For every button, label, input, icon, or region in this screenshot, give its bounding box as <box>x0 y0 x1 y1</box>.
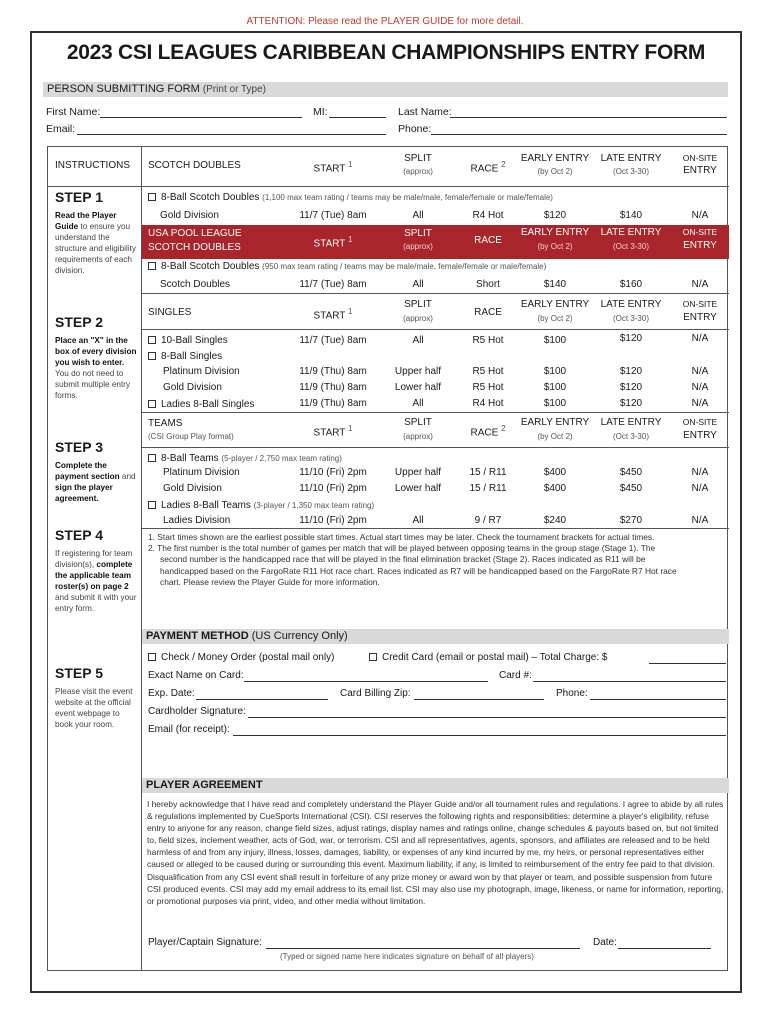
checkbox[interactable] <box>148 501 156 509</box>
onsite-header: ON-SITE <box>682 153 718 163</box>
scotch-gold-name: Gold Division <box>160 210 219 221</box>
captain-signature-field[interactable] <box>266 948 580 949</box>
entry-table: INSTRUCTIONS STEP 1 Read the Player Guide to ensure you understand the structure and eligibility requirements of each division. STEP 2 Place an "X" in the box of every division you wish to enter. You do not need to submit multiple entry forms. STEP 3 Complete the payment section and sign the player agreement. STEP 4 If registering for team division(s), complete the applicable team roster(s) on page 2 and submit it with your entry form. STEP 5 Please visit the event website at the official event webpage to book your room. SCOTCH DOUBLES START $^1$ SPLIT (approx) RACE $^2$ EARLY ENTRY (by Oct 2) LATE ENTRY (Oct 3-30) ON-SITE ENTRY 8-Ball Scotch Doubles (1,100 max team rating / teams may be male/male, female/female or male/female) Gold Division 11/7 (Tue) 8am All R4 Hot $120 $140 N/A USA POOL LEAGUE SCOTCH DOUBLES START $^1$ SPLIT (approx) RACE EARLY ENTRY (by Oct 2) LATE ENTRY (Oct 3-30) ON-SITE ENTRY 8-Ball Scotch Doubles (950 max team rating / teams may be male/male, female/female or male/female) Scotch Doubles 11/7 (Tue) 8am All Short $140 $160 N/A SINGLES START $^1$ SPLIT (approx) RACE EARLY ENTRY (by Oct 2) LATE ENTRY (Oct 3-30) ON-SITE ENTRY 10-Ball Singles 11/7 (Tue) 8am All R5 Hot $100 $120 N/A 8-Ball Singles Platinum Division 11/9 (Thu) 8am Upper half R5 Hot $100 $120 N/A Gold Division 11/9 (Thu) 8am Lower half R5 Hot $100 $120 N/A Ladies 8-Ball Singles 11/9 (Thu) 8am All R4 Hot $100 $120 N/A TEAMS (CSI Group Play format) START $^1$ SPLIT (approx) RACE $^2$ EARLY ENTRY (by Oct 2) LATE ENTRY (Oct 3-30) ON-SITE ENTRY 8-Ball Teams (5-player / 2,750 max team rating) Platinum Division 11/10 (Fri) 2pm Upper half 15 / R11 $400 $450 N/A Gold Division 11/10 (Fri) 2pm Lower half 15 / R11 $400 $450 N/A Ladies 8-Ball Teams (3-player / 1,350 max team rating) Ladies Division 11/10 (Fri) 2pm All 9 / R7 $240 $270 N/A 1. Start times shown are the earliest possible start times. Actual start times may be later. Check the tournament brackets for actual times. 2. The first number is the total number of games per match that will be played between opposing teams in the group stage (Stage 1). The second number is the handicapped race that will be played in the final elimination bracket (Stage 2). Races indicated as R11 will be handicapped based on the FargoRate R11 Hot race chart. Races indicated as R7 will be handicapped based on the FargoRate R7 Hot race chart. Please review the Player Guide for more information. PAYMENT METHOD (US Currency Only) Check / Money Order (postal mail only) Credit Card (email or postal mail) – Total Charge: $ Exact Name on Card: Card #: Exp. Date: Card Billing Zip: Phone: Cardholder Signature: Email (for receipt): PLAYER AGREEMENT I hereby acknowledge that I have read and completely understand the Player Guide and/or all tournament rules and regulations. I agree to abide by all rules & regulations implemented by CueSports International (CSI). CSI reserves the following rights and responsibilities: determine a player's eligibility, refuse entry to anyone for any reason, change field sizes, adjust ratings, display names and ratings online, change schedules & payouts based on, but not limited to, field sizes, inclement weather, acts of God, war, or terrorism. CSI and all representatives, agents, sponsors, and affiliates are released and to be held harmless of and from any injury, illness, losses, damages, liability, or expenses of any kind incurred by me, my heirs, or personal representatives either caused or alleged to be caused during or surrounding this event. Maximum liability, if any, is limited to reimbursement of the entry fee paid to that division. Disqualification from any CSI event shall result in forfeiture of any prize money or award won by that player or team, and possible suspension from future CSI produced events. CSI may add my email address to its email list. CSI may also use my photograph, image, likeness, or name for information, reporting, or promotional purposes via print, video, and other media without limitation. Player/Captain Signature: Date: (Typed or signed name here indicates signature on behalf of all players) <box>47 146 728 971</box>
submitter-heading: PERSON SUBMITTING FORM (Print or Type) <box>43 82 728 97</box>
checkbox[interactable] <box>148 454 156 462</box>
instructions-header: INSTRUCTIONS <box>48 147 141 187</box>
first-name-label: First Name: <box>46 106 101 118</box>
step-2-text: Place an "X" in the box of every division you wish to enter. You do not need to submit multiple entry forms. <box>55 336 137 400</box>
checkbox[interactable] <box>148 193 156 201</box>
email-label: Email: <box>46 123 76 135</box>
start-header: START $^1$ <box>313 160 353 175</box>
singles-header: SINGLES <box>148 307 192 318</box>
player-guide-link[interactable]: PLAYER GUIDE <box>380 16 454 27</box>
usa-pool-league-banner: USA POOL LEAGUE SCOTCH DOUBLES START $^1$ SPLIT (approx) RACE EARLY ENTRY (by Oct 2) LATE ENTRY (Oct 3-30) ON-SITE ENTRY <box>142 225 729 259</box>
form-frame <box>30 31 742 993</box>
total-charge-field[interactable] <box>649 663 726 664</box>
agreement-text: I hereby acknowledge that I have read and completely understand the Player Guide and/or all tournament rules and regulations. I agree to abide by all rules & regulations implemented by CueSports International (CSI). CSI reserves the following rights and responsibilities: determine a player's eligibility, refuse entry to anyone for any reason, change field sizes, adjust ratings, display names and ratings online, change schedules & payouts based on, but not limited to, field sizes, inclement weather, acts of God, war, or terrorism. CSI and all representatives, agents, sponsors, and affiliates are released and to be held harmless of and from any injury, illness, losses, damages, liability, or expenses of any kind incurred by me, my heirs, or personal representatives either caused or alleged to be caused during or surrounding this event. Maximum liability, if any, is limited to reimbursement of the entry fee paid to that division. Disqualification from any CSI event shall result in forfeiture of any prize money or award won by that player or team, and possible suspension from future CSI produced events. CSI may add my email address to its email list. CSI may also use my photograph, image, likeness, or name for information, reporting, or promotional purposes via print, video, and other media without limitation. <box>147 799 724 906</box>
receipt-email-field[interactable] <box>233 735 726 736</box>
card-number-field[interactable] <box>533 681 726 682</box>
singles-10ball-option[interactable]: 10-Ball Singles <box>148 335 228 346</box>
scotch-8ball-950-option[interactable]: 8-Ball Scotch Doubles (950 max team rating / teams may be male/male, female/female or male/female) <box>148 261 546 272</box>
step-1-text: Read the Player Guide to ensure you understand the structure and eligibility requirements of each division. <box>55 211 137 275</box>
first-name-field[interactable] <box>100 117 302 118</box>
scotch-doubles-header: SCOTCH DOUBLES <box>148 160 241 171</box>
footnotes: 1. Start times shown are the earliest possible start times. Actual start times may be later. Check the tournament brackets for actual times. 2. The first number is the total number of games per match that will be played between opposing teams in the group stage (Stage 1). The second number is the handicapped race that will be played in the final elimination bracket (Stage 2). Races indicated as R11 will be handicapped based on the FargoRate R11 Hot race chart. Races indicated as R7 will be handicapped based on the FargoRate R7 Hot race chart. Please review the Player Guide for more information. <box>148 532 677 587</box>
step-3-text: Complete the payment section and sign the player agreement. <box>55 461 136 503</box>
cardholder-signature-field[interactable] <box>248 717 726 718</box>
teams-ladies-option[interactable]: Ladies 8-Ball Teams (3-player / 1,350 max team rating) <box>148 500 374 511</box>
email-field[interactable] <box>77 134 386 135</box>
race-header: RACE $^2$ <box>470 160 506 175</box>
teams-header: TEAMS <box>148 418 183 429</box>
scotch-sd-name: Scotch Doubles <box>160 279 231 290</box>
page-title: 2023 CSI LEAGUES CARIBBEAN CHAMPIONSHIPS ENTRY FORM <box>66 41 706 64</box>
checkbox[interactable] <box>148 336 156 344</box>
payment-heading: PAYMENT METHOD (US Currency Only) <box>142 629 729 644</box>
payment-phone-field[interactable] <box>590 699 726 700</box>
checkbox[interactable] <box>148 400 156 408</box>
mi-field[interactable] <box>329 117 386 118</box>
checkbox[interactable] <box>148 352 156 360</box>
step-2-title: STEP 2 <box>55 314 103 330</box>
singles-8ball-option[interactable]: 8-Ball Singles <box>148 351 222 362</box>
split-header: SPLIT <box>404 153 432 164</box>
step-5-text: Please visit the event website at the official event webpage to book your room. <box>55 687 133 729</box>
exp-date-field[interactable] <box>196 699 328 700</box>
checkbox[interactable] <box>369 653 377 661</box>
step-3-title: STEP 3 <box>55 439 103 455</box>
check-option[interactable]: Check / Money Order (postal mail only) <box>148 652 334 663</box>
last-name-field[interactable] <box>450 117 727 118</box>
late-entry-header: LATE ENTRY <box>600 153 662 164</box>
checkbox[interactable] <box>148 653 156 661</box>
name-on-card-field[interactable] <box>244 681 488 682</box>
singles-ladies-option[interactable]: Ladies 8-Ball Singles <box>148 399 254 410</box>
early-entry-header: EARLY ENTRY <box>520 153 590 164</box>
instructions-column <box>48 147 142 970</box>
agreement-heading: PLAYER AGREEMENT <box>142 778 729 793</box>
step-5-title: STEP 5 <box>55 665 103 681</box>
signature-note: (Typed or signed name here indicates signature on behalf of all players) <box>280 952 534 961</box>
step-4-text: If registering for team division(s), complete the applicable team roster(s) on page 2 and submit it with your entry form. <box>55 549 137 613</box>
scotch-8ball-1100-option[interactable]: 8-Ball Scotch Doubles (1,100 max team rating / teams may be male/male, female/female or male/female) <box>148 192 553 203</box>
date-field[interactable] <box>618 948 711 949</box>
teams-8ball-option[interactable]: 8-Ball Teams (5-player / 2,750 max team rating) <box>148 453 342 464</box>
billing-zip-field[interactable] <box>414 699 544 700</box>
mi-label: MI: <box>313 106 328 118</box>
checkbox[interactable] <box>148 262 156 270</box>
step-1-title: STEP 1 <box>55 189 103 205</box>
credit-option[interactable]: Credit Card (email or postal mail) – Total Charge: $ <box>369 652 607 663</box>
step-4-title: STEP 4 <box>55 527 103 543</box>
attention-banner: ATTENTION: Please read the PLAYER GUIDE for more detail. <box>246 16 524 27</box>
phone-label: Phone: <box>398 123 432 135</box>
last-name-label: Last Name: <box>398 106 452 118</box>
phone-field[interactable] <box>431 134 727 135</box>
